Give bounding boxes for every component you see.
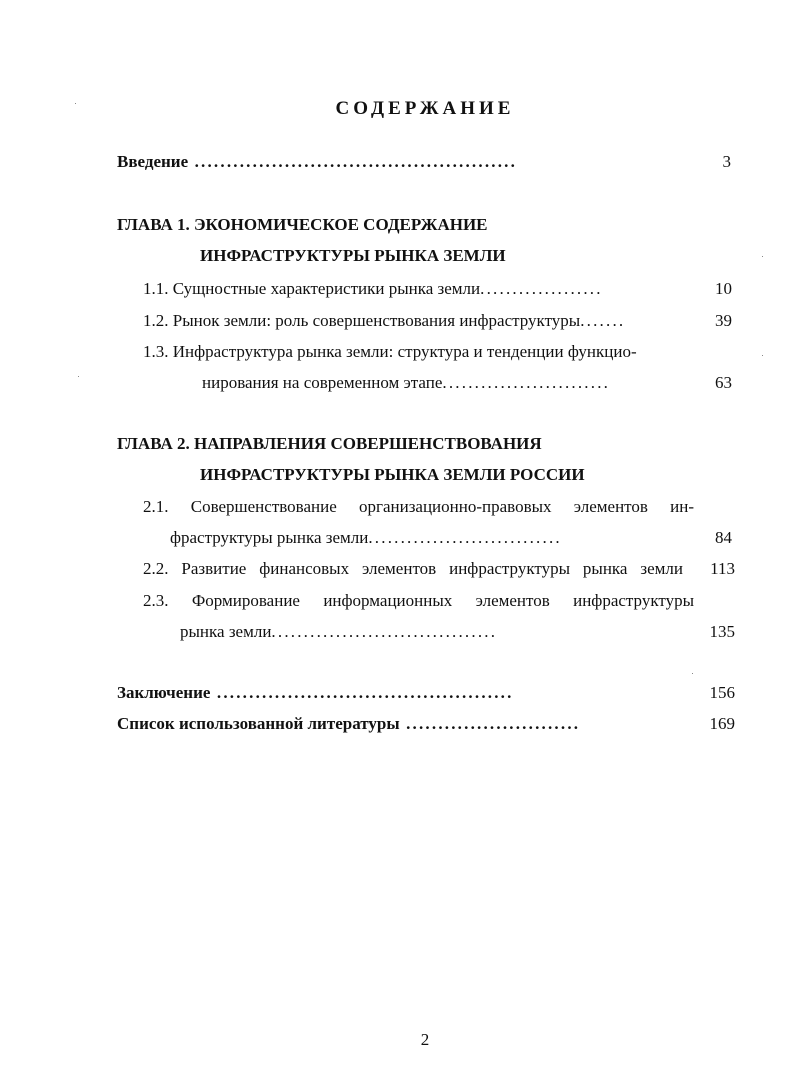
toc-page-number: 84 bbox=[715, 528, 732, 547]
toc-entry-bibliography[interactable] bbox=[117, 714, 580, 734]
toc-entry-2-1[interactable]: 2.1. Совершенствование организационно-правовых элементов ин- bbox=[143, 497, 694, 516]
toc-entry-intro[interactable] bbox=[117, 152, 517, 172]
toc-page-number: 63 bbox=[715, 373, 732, 392]
chapter-1-heading[interactable]: ГЛАВА 1. ЭКОНОМИЧЕСКОЕ СОДЕРЖАНИЕ bbox=[117, 215, 488, 234]
dot-leader: .......................... bbox=[442, 373, 611, 392]
dot-leader: ........................... bbox=[399, 714, 581, 733]
scan-speck bbox=[692, 673, 693, 674]
toc-label: рынка земли bbox=[180, 622, 272, 641]
toc-page-number: 135 bbox=[709, 622, 735, 641]
toc-page-number: 10 bbox=[715, 279, 732, 298]
toc-entry-1-3[interactable]: 1.3. Инфраструктура рынка земли: структура и тенденции функцио- bbox=[143, 342, 637, 361]
chapter-1-heading-cont: ИНФРАСТРУКТУРЫ РЫНКА ЗЕМЛИ bbox=[200, 246, 506, 265]
toc-entry-conclusion[interactable] bbox=[117, 683, 514, 703]
toc-entry-1-2[interactable] bbox=[143, 311, 625, 331]
scan-speck bbox=[75, 103, 76, 104]
scan-speck bbox=[762, 256, 763, 257]
toc-page-number: 3 bbox=[722, 152, 731, 171]
toc-page-number: 113 bbox=[710, 559, 735, 578]
toc-page-number: 156 bbox=[709, 683, 735, 702]
toc-label: Список использованной литературы bbox=[117, 714, 400, 733]
toc-label: фраструктуры рынка земли bbox=[170, 528, 369, 547]
dot-leader: .............................. bbox=[368, 528, 562, 547]
toc-page-number: 169 bbox=[709, 714, 735, 733]
chapter-2-heading-cont: ИНФРАСТРУКТУРЫ РЫНКА ЗЕМЛИ РОССИИ bbox=[200, 465, 585, 484]
toc-label: 1.2. Рынок земли: роль совершенствования инфраструктуры bbox=[143, 311, 581, 330]
scan-speck bbox=[762, 355, 763, 356]
toc-entry-2-2[interactable]: 2.2. Развитие финансовых элементов инфраструктуры рынка земли bbox=[143, 559, 683, 578]
dot-leader: .................................................. bbox=[188, 152, 518, 171]
dot-leader: ................... bbox=[480, 279, 603, 298]
dot-leader: ....... bbox=[580, 311, 626, 330]
toc-entry-2-3-cont[interactable] bbox=[180, 622, 497, 642]
toc-label: нирования на современном этапе bbox=[202, 373, 443, 392]
scan-speck bbox=[78, 376, 79, 377]
toc-label: Введение bbox=[117, 152, 189, 171]
toc-entry-1-3-cont[interactable] bbox=[202, 373, 610, 393]
toc-entry-2-1-cont[interactable] bbox=[170, 528, 562, 548]
toc-entry-1-1[interactable] bbox=[143, 279, 603, 299]
toc-entry-2-3[interactable]: 2.3. Формирование информационных элементов инфраструктуры bbox=[143, 591, 694, 610]
dot-leader: .............................................. bbox=[210, 683, 514, 702]
page-number: 2 bbox=[420, 1030, 430, 1049]
page-title: СОДЕРЖАНИЕ bbox=[335, 98, 515, 119]
toc-label: Заключение bbox=[117, 683, 211, 702]
toc-page-number: 39 bbox=[715, 311, 732, 330]
toc-label: 1.1. Сущностные характеристики рынка земли bbox=[143, 279, 481, 298]
dot-leader: ................................... bbox=[271, 622, 498, 641]
chapter-2-heading[interactable]: ГЛАВА 2. НАПРАВЛЕНИЯ СОВЕРШЕНСТВОВАНИЯ bbox=[117, 434, 542, 453]
